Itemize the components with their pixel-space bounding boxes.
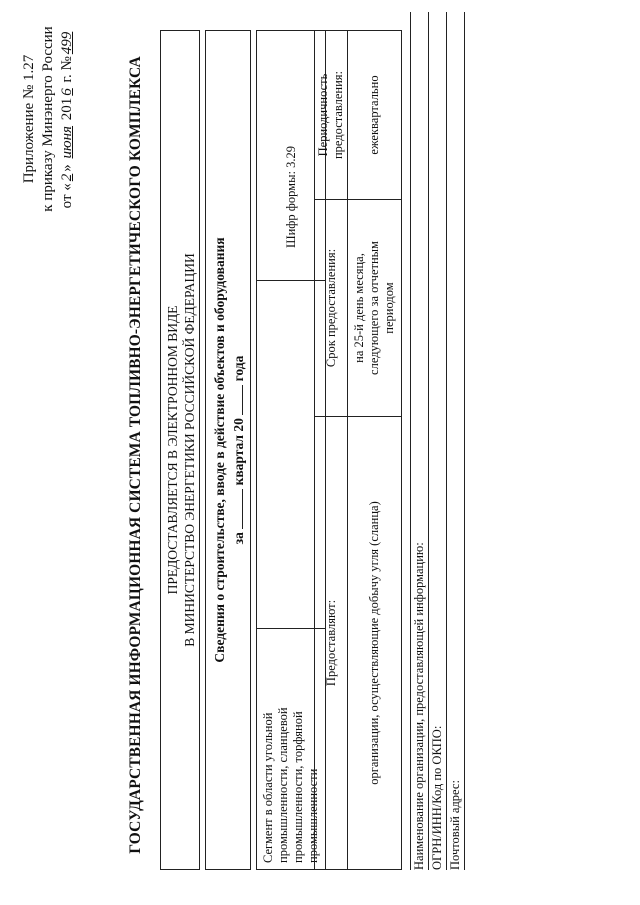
form-code: Шифр формы: 3.29: [257, 31, 326, 281]
form-period: за квартал 20 года: [231, 355, 246, 545]
annex-month: июня: [59, 125, 75, 159]
year-blank[interactable]: [242, 385, 243, 415]
annex-line-1: Приложение № 1.27: [21, 54, 37, 184]
address-field[interactable]: [464, 12, 465, 870]
annex-line-3: от «2» июня 2016 г. №499: [59, 31, 75, 209]
annex-year-digit: 6: [59, 88, 75, 96]
annex-line-2: к приказу Минэнерго России: [40, 26, 56, 212]
ogrn-label: ОГРН/ИНН/Код по ОКПО:: [430, 725, 444, 870]
address-label: Почтовый адрес:: [448, 780, 462, 870]
provision-table: [314, 30, 402, 870]
org-name-field[interactable]: [428, 12, 429, 870]
annex-day: 2: [59, 173, 75, 182]
annex-block: [20, 9, 77, 229]
segment-cell: Сегмент в области угольной промышленности, сланцевой промышленности, торфяной промышленности: [257, 629, 326, 870]
header-deadline: Срок предоставления:: [315, 200, 348, 417]
main-title: ГОСУДАРСТВЕННАЯ ИНФОРМАЦИОННАЯ СИСТЕМА ТОПЛИВНО-ЭНЕРГЕТИЧЕСКОГО КОМПЛЕКСА: [127, 56, 144, 854]
quarter-blank[interactable]: [242, 489, 243, 529]
header-provider: Предоставляют:: [315, 417, 348, 870]
form-title-box: [205, 30, 251, 870]
ogrn-field[interactable]: [446, 12, 447, 870]
form-title: Сведения о строительстве, вводе в действие объектов и оборудования: [212, 237, 227, 663]
submit-line-2: В МИНИСТЕРСТВО ЭНЕРГЕТИКИ РОССИЙСКОЙ ФЕДЕРАЦИИ: [182, 253, 197, 647]
org-name-label: Наименование организации, предоставляющей информацию:: [412, 542, 426, 870]
cell-provider: организации, осуществляющие добычу угля (сланца): [348, 417, 402, 870]
submit-box: [160, 30, 200, 870]
submit-line-1: ПРЕДОСТАВЛЯЕТСЯ В ЭЛЕКТРОННОМ ВИДЕ: [165, 305, 180, 595]
header-periodicity: Периодичность предоставления:: [315, 31, 348, 200]
cell-periodicity: ежеквартально: [348, 31, 402, 200]
cell-deadline: на 25-й день месяца, следующего за отчетным периодом: [348, 200, 402, 417]
annex-order-number: 499: [59, 31, 75, 55]
org-top-rule: [410, 12, 411, 870]
